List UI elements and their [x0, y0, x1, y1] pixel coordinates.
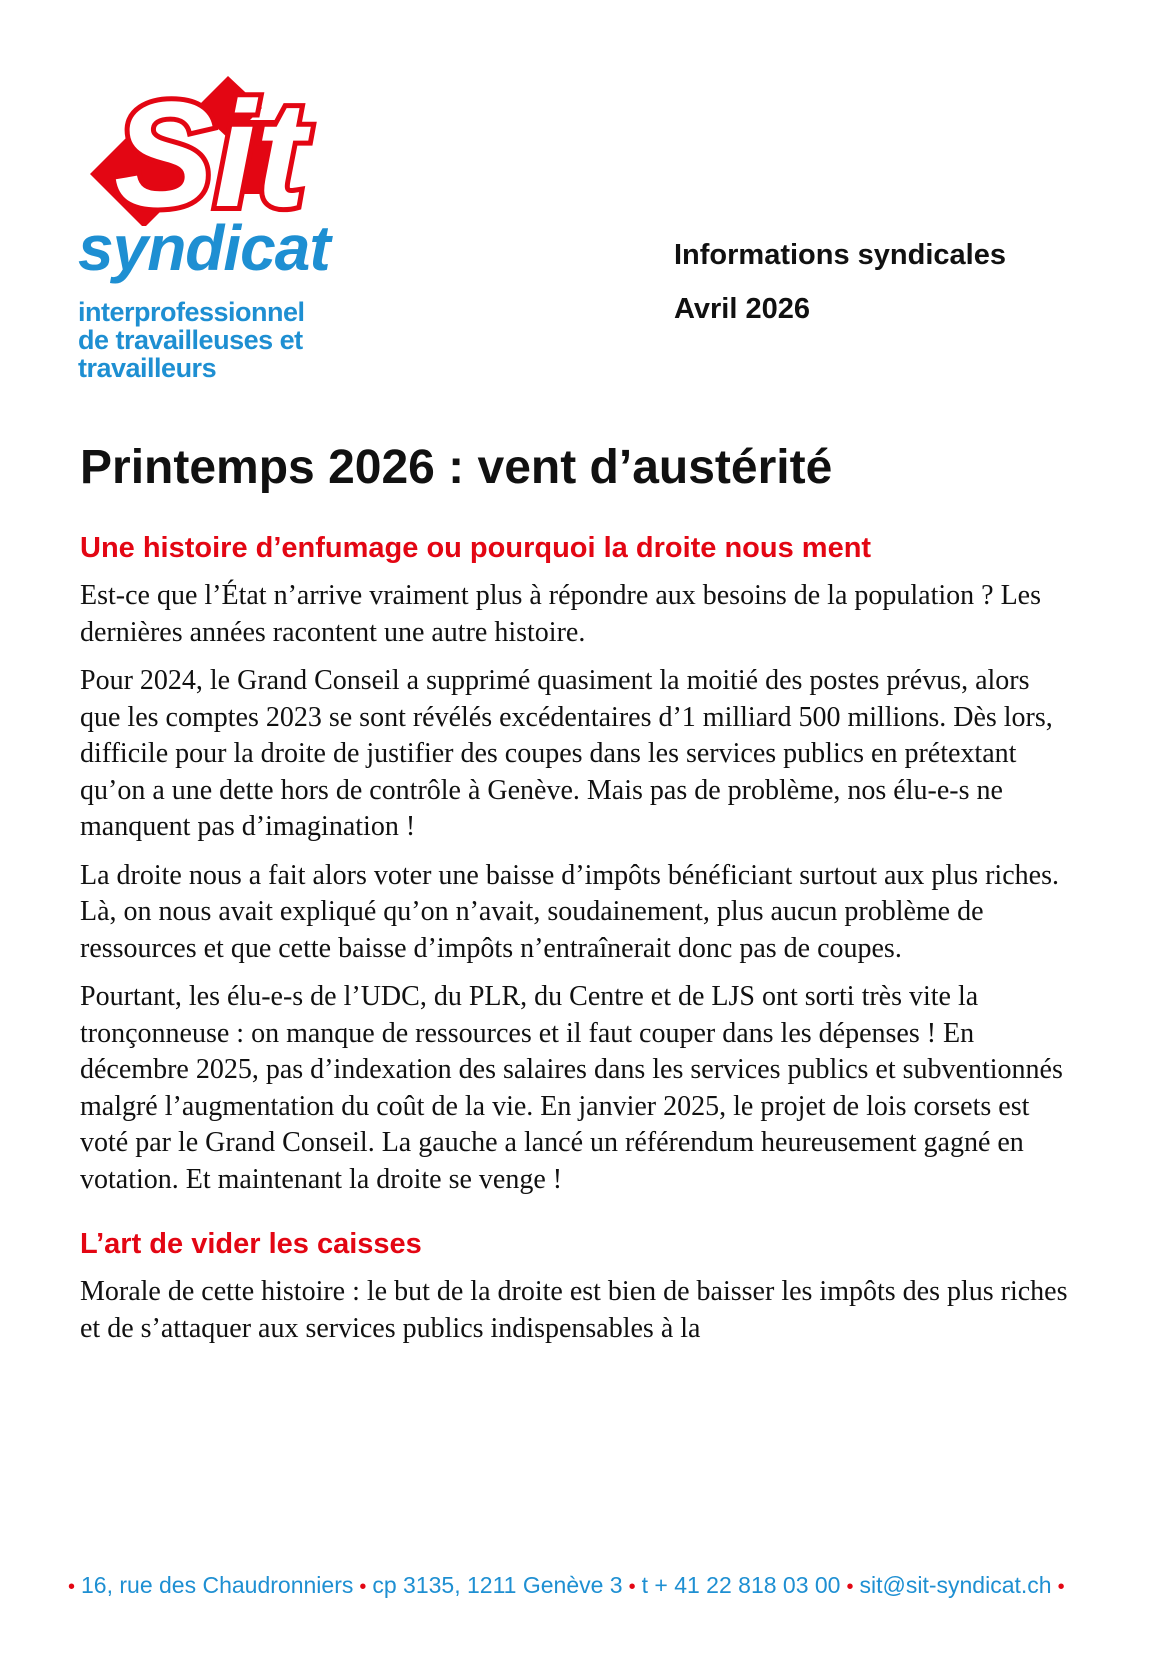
footer-email[interactable]: sit@sit-syndicat.ch	[859, 1572, 1052, 1598]
paragraph: Pour 2024, le Grand Conseil a supprimé quasiment la moitié des postes prévus, alors que les comptes 2023 se sont révélés excédentaires d’1 milliard 500 millions. Dès lors, difficile pour la droite de justifier des coupes dans les services publics en prétextant qu’on a une dette hors de contrôle à Genève. Mais pas de problème, nos élu-e-s ne manquent pas d’imagination !	[80, 665, 1053, 842]
bullet-icon: •	[68, 1576, 76, 1598]
paragraph: Morale de cette histoire : le but de la droite est bien de baisser les impôts des plus riches et de s’attaquer aux services publics indispensables à la	[80, 1276, 1068, 1344]
paragraph: La droite nous a fait alors voter une baisse d’impôts bénéficiant surtout aux plus riches. Là, on nous avait expliqué qu’on n’avait, soudainement, plus aucun problème de ressources et que cette baisse d’impôts n’entraînerait donc pas de coupes.	[80, 859, 1059, 964]
logo-wordmark: syndicat	[78, 212, 330, 284]
logo-subtitle-line: de travailleuses et	[78, 325, 303, 355]
bullet-icon: •	[359, 1576, 367, 1598]
section-spacer	[80, 1210, 1076, 1224]
bullet-icon: •	[846, 1576, 854, 1598]
document-body	[80, 528, 1076, 1359]
footer-phone: t + 41 22 818 03 00	[641, 1572, 841, 1598]
sit-logo-text: Sit	[114, 70, 306, 226]
logo-subtitle	[78, 298, 358, 382]
document-title: Printemps 2026 : vent d’austérité	[80, 441, 833, 494]
section-heading: L’art de vider les caisses	[80, 1228, 422, 1260]
bullet-icon: •	[628, 1576, 636, 1598]
logo-subtitle-line: interprofessionnel	[78, 297, 305, 327]
paragraph: Est-ce que l’État n’arrive vraiment plus à répondre aux besoins de la population ? Les dernières années racontent une autre histoire.	[80, 580, 1041, 648]
document-meta	[674, 236, 1006, 344]
logo-subtitle-line: travailleurs	[78, 353, 217, 383]
section-heading: Une histoire d’enfumage ou pourquoi la droite nous ment	[80, 532, 872, 564]
footer-postbox: cp 3135, 1211 Genève 3	[372, 1572, 623, 1598]
paragraph: Pourtant, les élu-e-s de l’UDC, du PLR, du Centre et de LJS ont sorti très vite la tronçonneuse : on manque de ressources et il faut couper dans les dépenses ! En décembre 2025, pas d’indexation des salaires dans les services publics et subventionnés malgré l’augmentation du coût de la vie. En janvier 2025, le projet de lois corsets est voté par le Grand Conseil. La gauche a lancé un référendum heureusement gagné en votation. Et maintenant la droite se venge !	[80, 981, 1063, 1195]
footer-contact	[62, 1570, 1122, 1602]
document-kind: Informations syndicales	[674, 239, 1006, 271]
footer-address: 16, rue des Chaudronniers	[81, 1572, 354, 1598]
bullet-icon: •	[1057, 1576, 1065, 1598]
document-date: Avril 2026	[674, 293, 810, 325]
sit-logo-mark	[78, 56, 318, 226]
